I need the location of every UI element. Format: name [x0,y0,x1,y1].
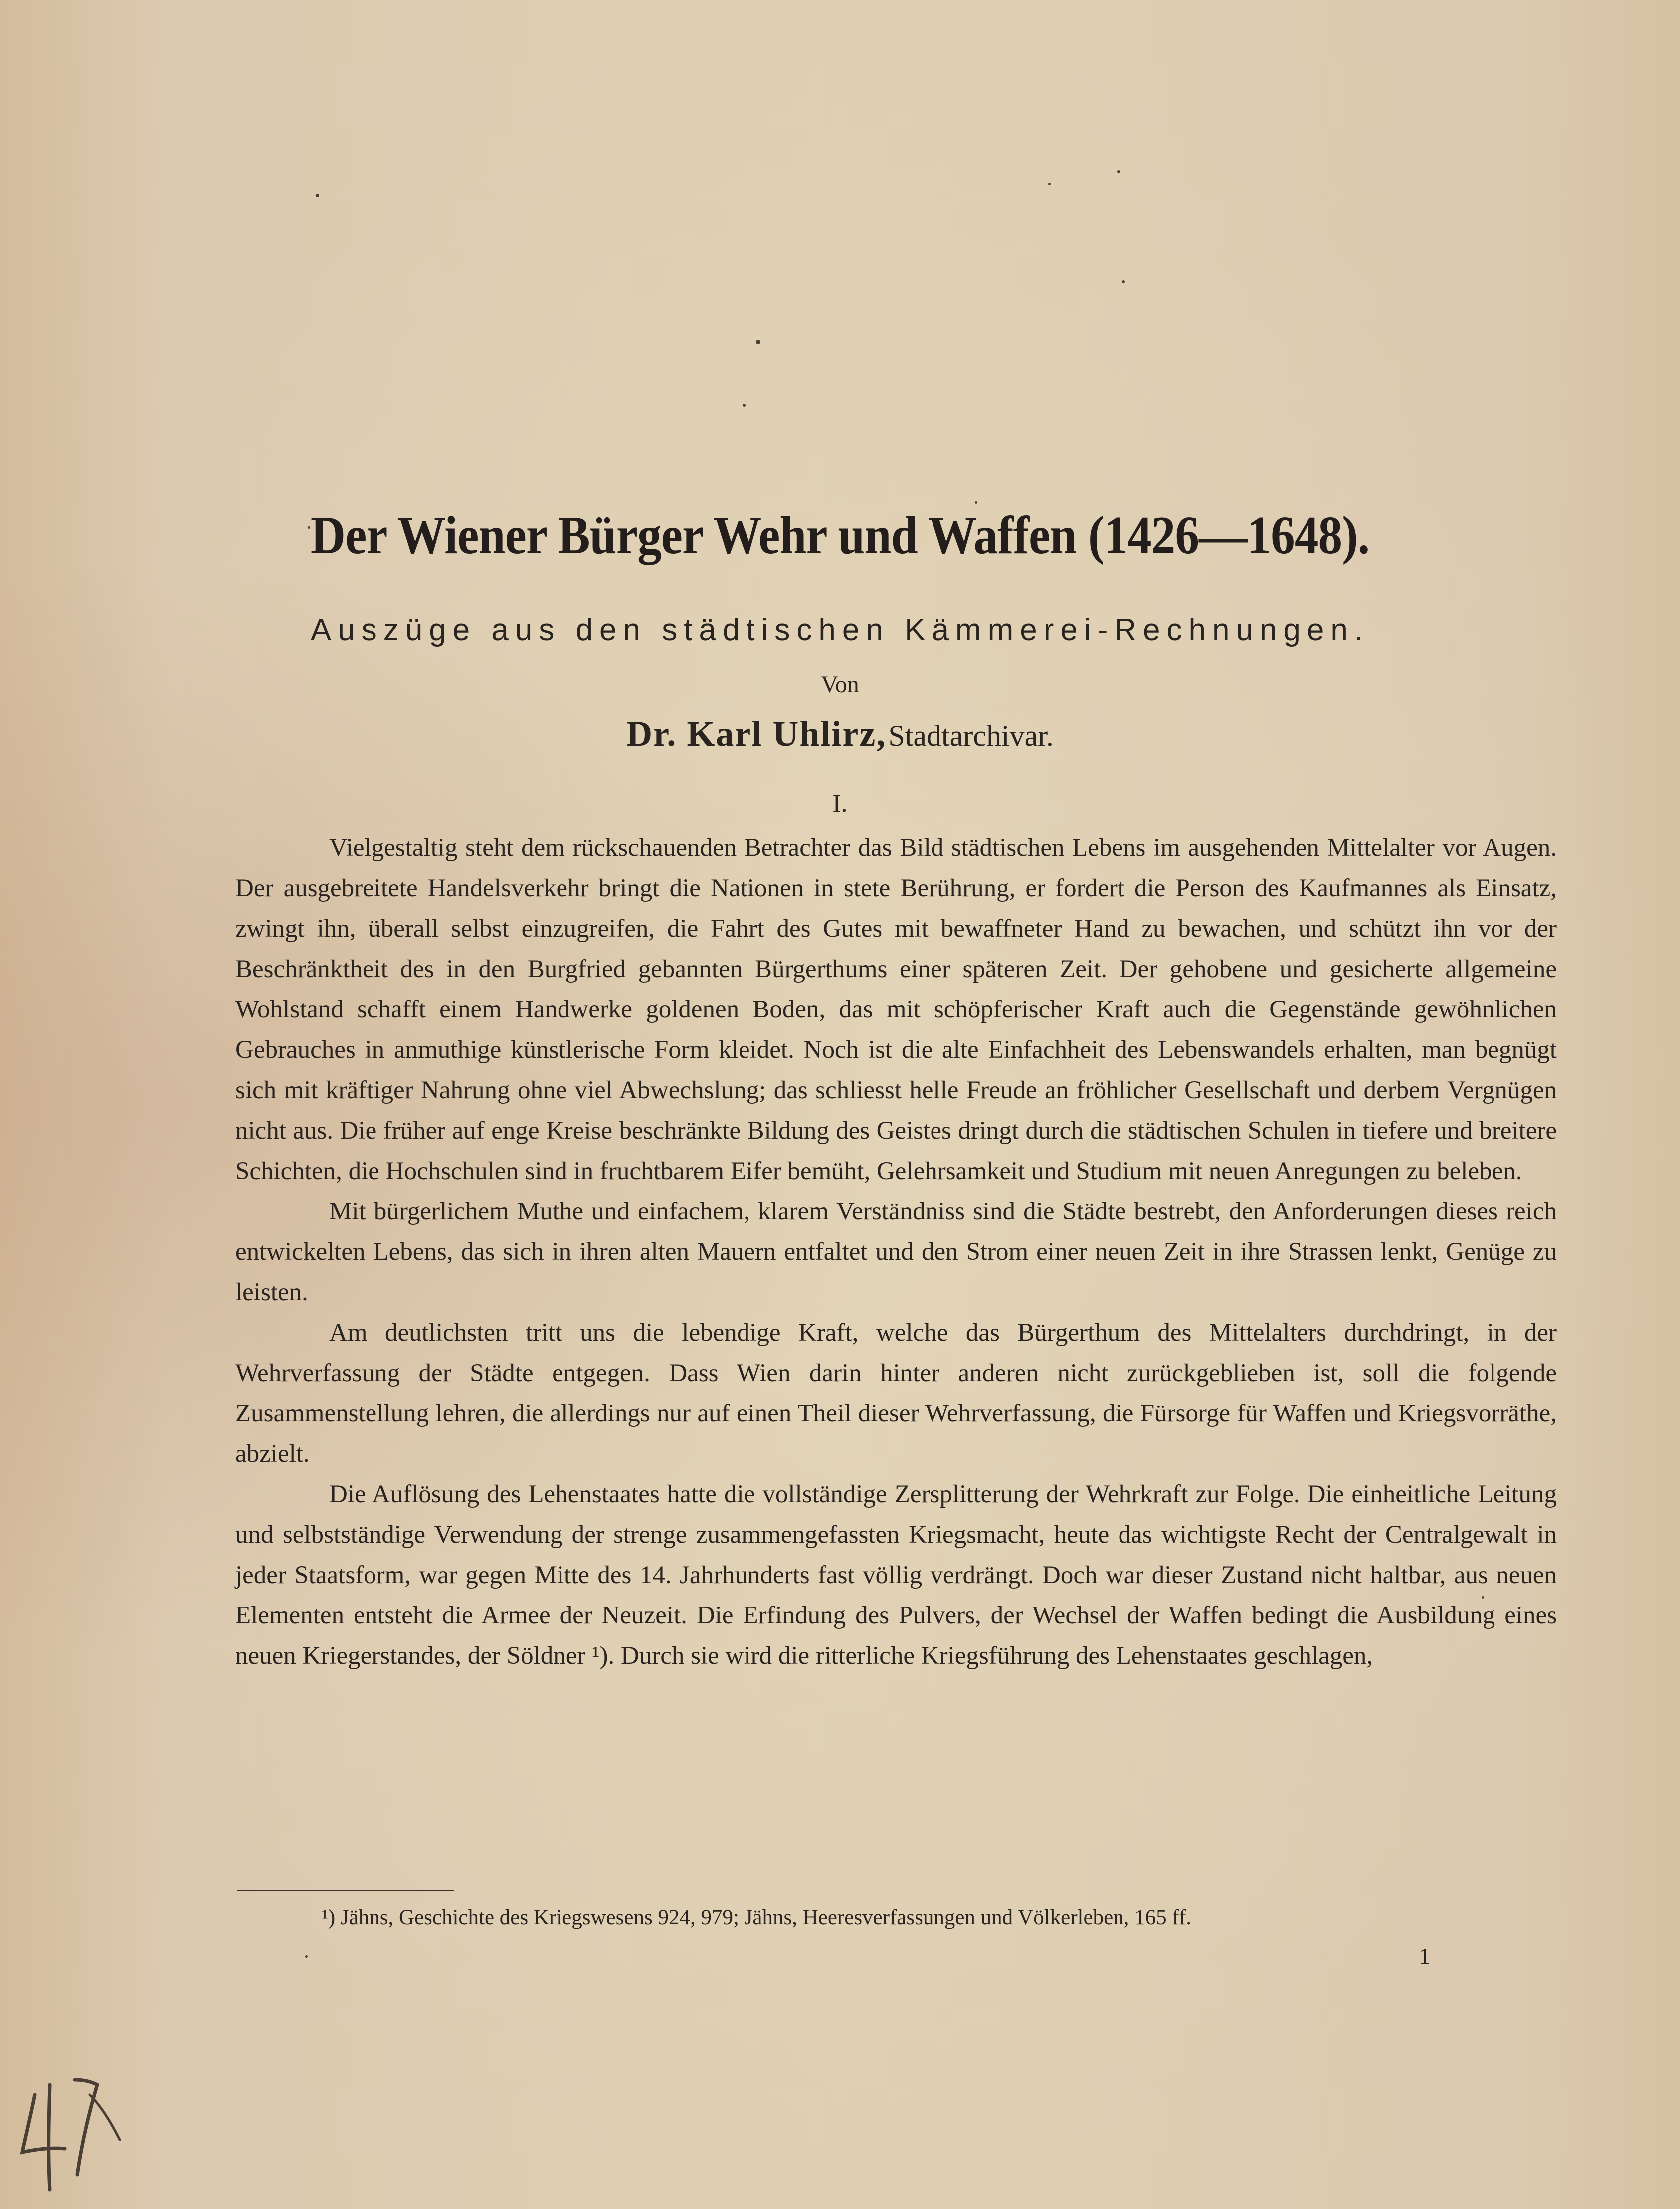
author-line [0,713,1680,755]
handwritten-annotation [15,2065,130,2195]
paper-speck [308,526,310,529]
footnote-divider [237,1890,454,1891]
author-name: Dr. Karl Uhlirz, [626,714,887,754]
document-subtitle: Auszüge aus den städtischen Kämmerei-Rechnungen. [310,613,1370,647]
paper-speck [1122,280,1125,283]
paper-speck [1482,1596,1484,1599]
footnote-marker: ¹) [322,1906,336,1929]
paragraph: Die Auflösung des Lehenstaates hatte die vollständige Zersplitterung der Wehrkraft zur Folge. Die einheitliche Leitung und selbstständige Verwendung der strenge zusammengefassten Kriegsmacht, heute das wichtigste Recht der Centralgewalt in jeder Staatsform, war gegen Mitte des 14. Jahrhunderts fast völlig verdrängt. Doch war dieser Zustand nicht haltbar, aus neuen Elementen entsteht die Armee der Neuzeit. Die Erfindung des Pulvers, der Wechsel der Waffen bedingt die Ausbildung eines neuen Kriegerstandes, der Söldner ¹). Durch sie wird die ritterliche Kriegsführung des Lehenstaates geschlagen, [235,1480,1557,1670]
footnote [322,1905,1191,1930]
paragraph: Am deutlichsten tritt uns die lebendige Kraft, welche das Bürgerthum des Mittelalters durchdringt, in der Wehrverfassung der Städte entgegen. Dass Wien darin hinter anderen nicht zurückgeblieben ist, soll die folgende Zusammenstellung lehren, die allerdings nur auf einen Theil dieser Wehrverfassung, die Fürsorge für Waffen und Kriegsvorräthe, abzielt. [235,1319,1557,1468]
by-label: Von [821,671,859,698]
document-title: Der Wiener Bürger Wehr und Waffen (1426—1648). [310,506,1370,565]
author-role: Stadtarchivar. [888,719,1054,752]
body-text [235,828,1557,1676]
page-number: 1 [1419,1943,1430,1969]
paragraph: Vielgestaltig steht dem rückschauenden Betrachter das Bild städtischen Lebens im ausgehenden Mittelalter vor Augen. Der ausgebreitete Handelsverkehr bringt die Nationen in stete Berührung, er fordert die Person des Kaufmannes als Einsatz, zwingt ihn, überall selbst einzugreifen, die Fahrt des Gutes mit bewaffneter Hand zu bewachen, und schützt ihn vor der Beschränktheit des in den Burgfried gebannten Bürgerthums einer späteren Zeit. Der gehobene und gesicherte allgemeine Wohlstand schafft einem Handwerke goldenen Boden, das mit schöpferischer Kraft auch die Gegenstände gewöhnlichen Gebrauches in anmuthige künstlerische Form kleidet. Noch ist die alte Einfachheit des Lebenswandels erhalten, man begnügt sich mit kräftiger Nahrung ohne viel Abwechslung; das schliesst helle Freude an fröhlicher Gesellschaft und derbem Vergnügen nicht aus. Die früher auf enge Kreise beschränkte Bildung des Geistes dringt durch die städtischen Schulen in tiefere und breitere Schichten, die Hochschulen sind in fruchtbarem Eifer bemüht, Gelehrsamkeit und Studium mit neuen Anregungen zu beleben. [235,834,1557,1185]
paper-speck [756,340,760,344]
footnote-text: Jähns, Geschichte des Kriegswesens 924, 979; Jähns, Heeresverfassungen und Völkerleben, 165 ff. [340,1906,1192,1929]
paper-speck [975,501,977,504]
paper-speck [1048,183,1051,185]
paper-speck [316,194,319,197]
paper-speck [743,404,746,407]
paragraph: Mit bürgerlichem Muthe und einfachem, klarem Verständniss sind die Städte bestrebt, den Anforderungen dieses reich entwickelten Lebens, das sich in ihren alten Mauern entfaltet und den Strom einer neuen Zeit in ihre Strassen lenkt, Genüge zu leisten. [235,1198,1557,1306]
paper-speck [1117,170,1120,173]
section-number: I. [832,790,848,818]
paper-speck [305,1955,308,1958]
